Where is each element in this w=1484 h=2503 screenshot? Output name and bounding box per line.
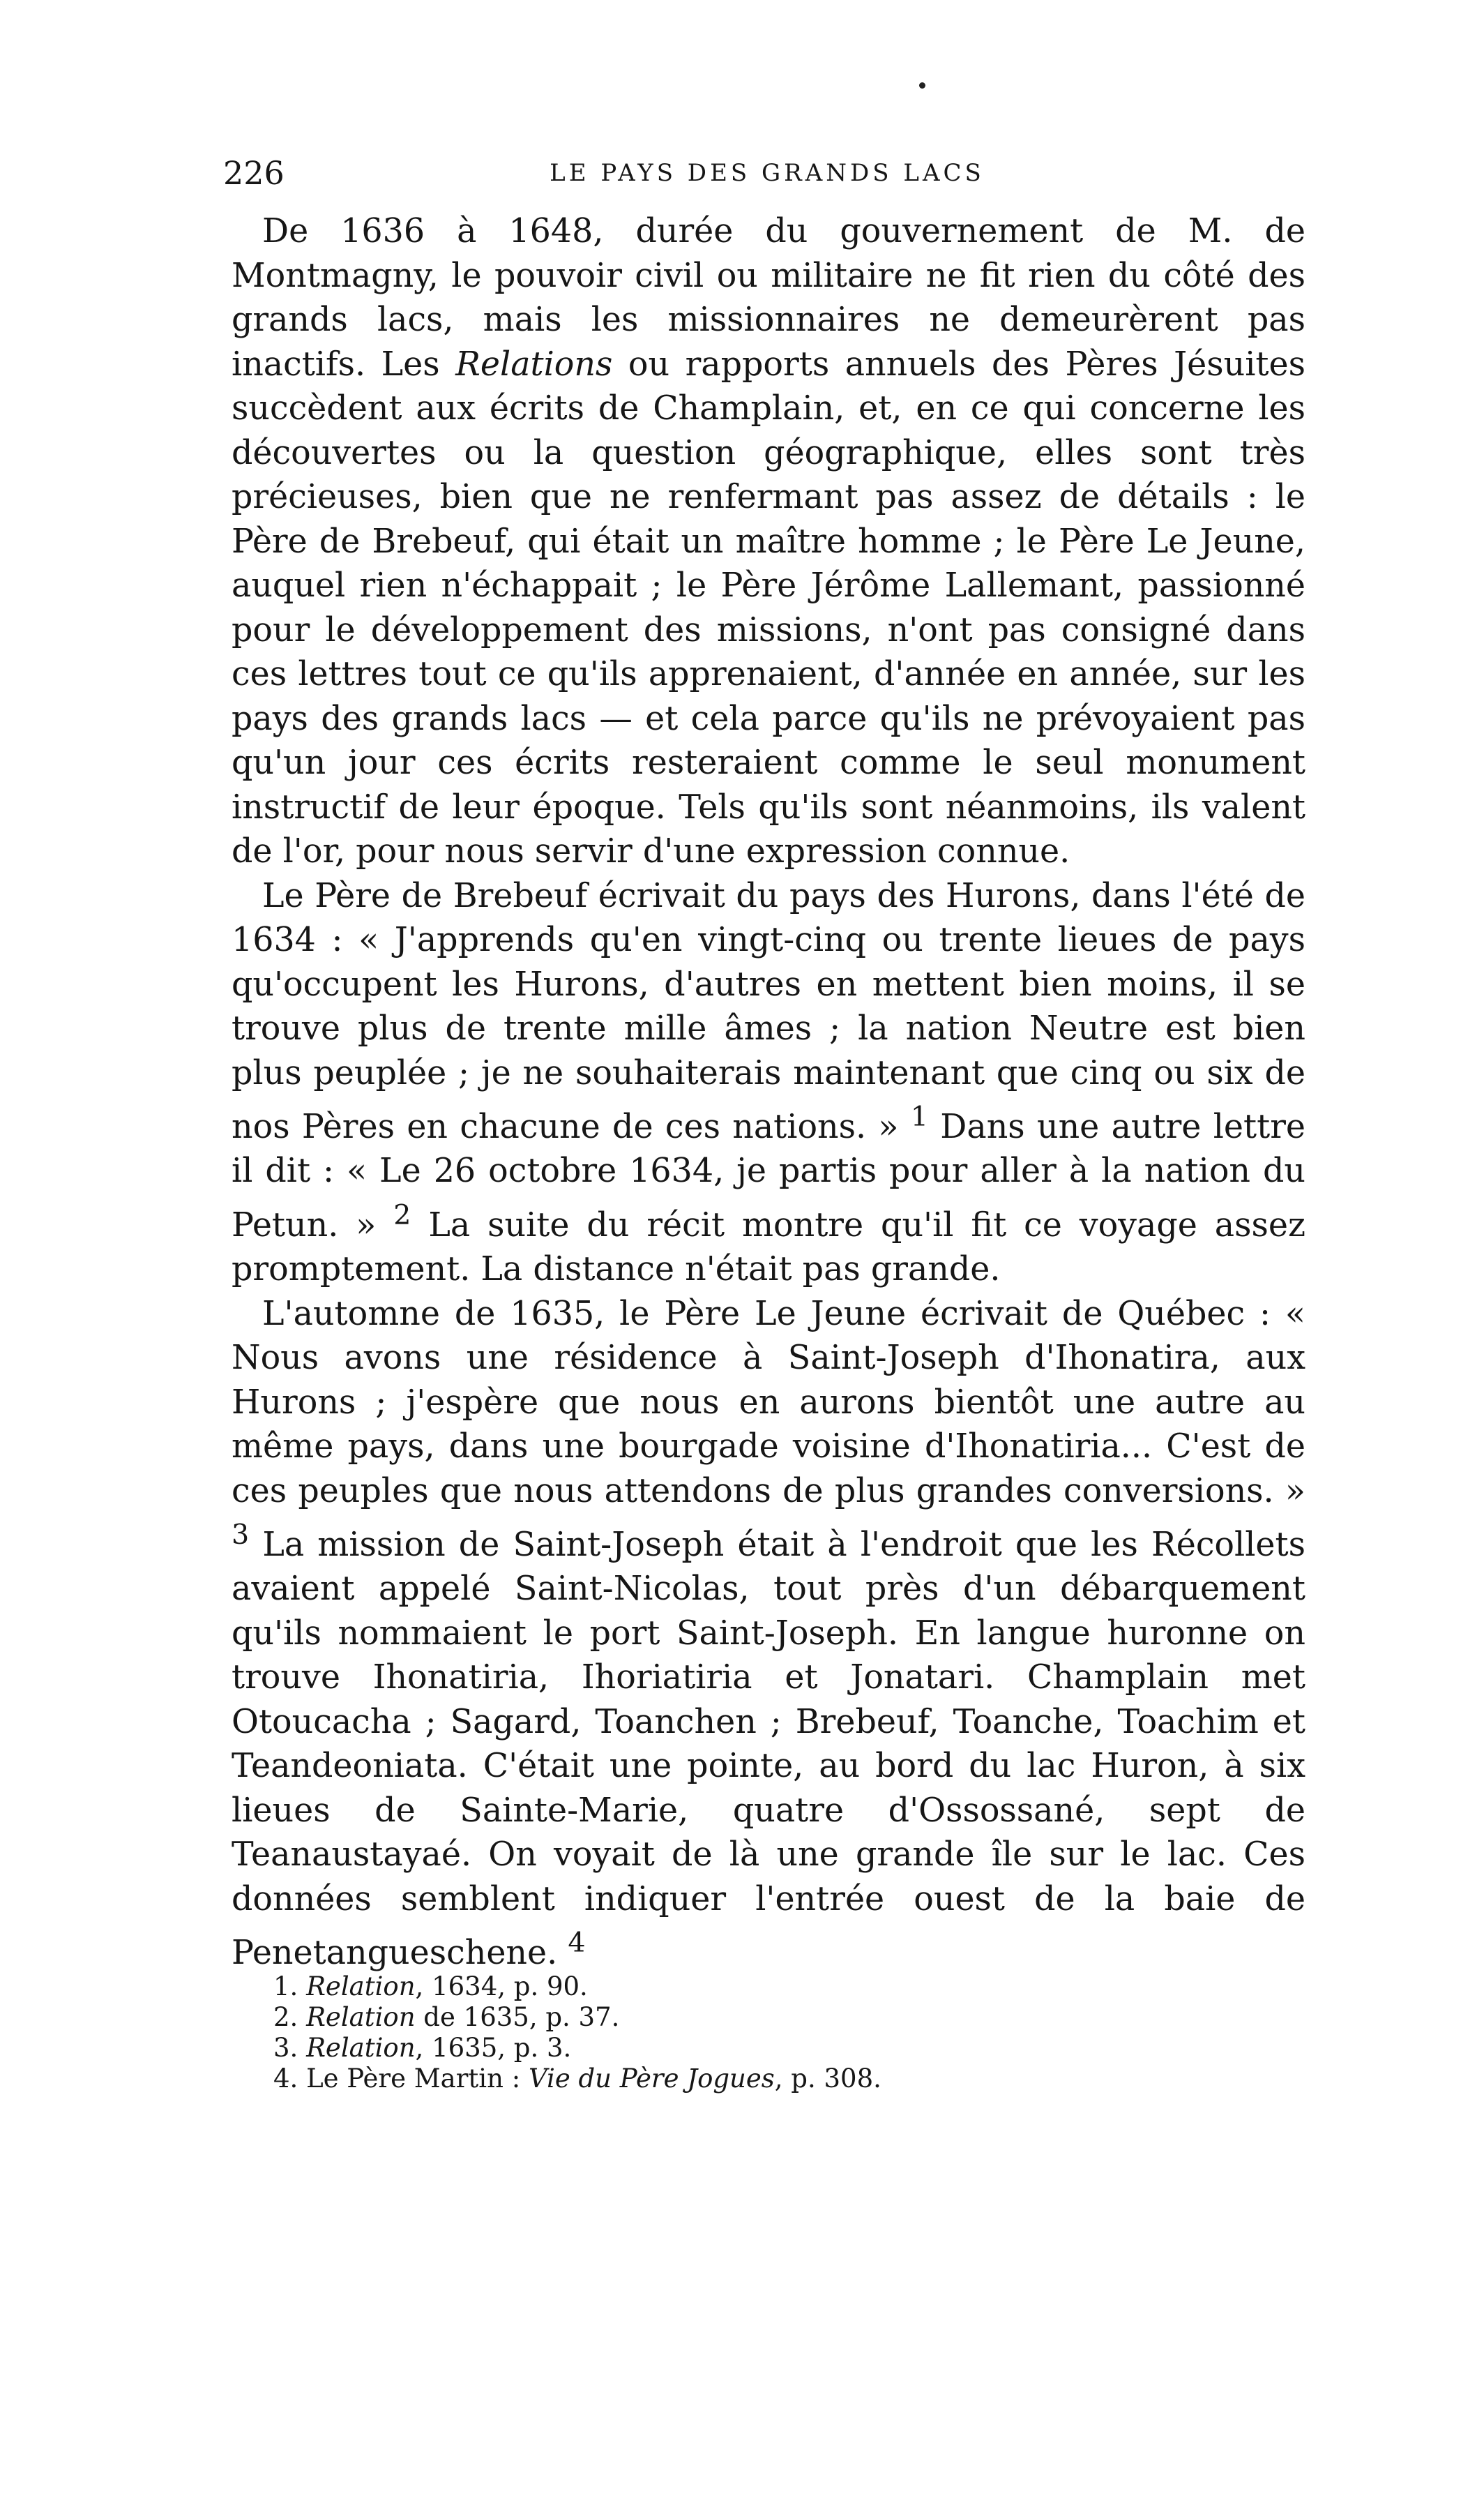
footnote-detail: de 1635, p. 37. (415, 2002, 620, 2032)
paragraph-2-text-a: Le Père de Brebeuf écrivait du pays des Hurons, dans l'été de 1634 : « J'apprends qu'en vingt-cinq ou trente lieues de pays qu'occupent les Hurons, d'autres en mettent bien moins, il se trouve plus de trente mille âmes ; la nation Neutre est bien plus peuplée ; je ne souhaiterais maintenant que cinq ou six de nos Pères en chacune de ces nations. » (232, 876, 1305, 1146)
footnote-number: 1. (273, 1971, 298, 2001)
footnote-ref-1: 1 (910, 1101, 928, 1133)
paragraph-2-text-b: Dans une autre lettre il dit : « Le 26 octobre 1634, je partis pour aller à la nation du Petun. » (232, 1107, 1306, 1245)
paragraph-3-text-b: La mission de Saint-Joseph était à l'endroit que les Récollets avaient appelé Saint-Nicolas, tout près d'un débarquement qu'ils nommaient le port Saint-Joseph. En langue huronne on trouve Ihonatiria, Ihoriatiria et Jonatari. Champlain met Otoucacha ; Sagard, Toanchen ; Brebeuf, Toanche, Toachim et Teandeoniata. C'était une pointe, au bord du lac Huron, à six lieues de Sainte-Marie, quatre d'Ossossané, sept de Teanaustayaé. On voyait de là une grande île sur le lac. Ces données semblent indiquer l'entrée ouest de la baie de Penetangueschene. (232, 1525, 1305, 1973)
footnote-2 (273, 2002, 1250, 2033)
paragraph-1 (232, 209, 1305, 874)
footnote-author: Le Père Martin : (306, 2064, 529, 2094)
running-head: LE PAYS DES GRANDS LACS (550, 159, 985, 187)
footnote-title: Relation (306, 1971, 416, 2001)
footnote-title: Relation (306, 2002, 416, 2032)
footnotes (273, 1971, 1250, 2094)
footnote-1 (273, 1971, 1250, 2002)
page-number: 226 (223, 154, 285, 192)
paragraph-3 (232, 1292, 1305, 1976)
footnote-ref-2: 2 (393, 1198, 411, 1231)
footnote-4 (273, 2064, 1250, 2094)
page-header (223, 152, 1311, 194)
footnote-ref-3: 3 (232, 1519, 250, 1551)
footnote-detail: , p. 308. (774, 2064, 881, 2094)
footnote-detail: , 1635, p. 3. (415, 2033, 572, 2063)
footnote-title: Relation (306, 2033, 416, 2063)
main-text (232, 209, 1305, 1976)
print-speck (919, 82, 925, 89)
footnote-number: 2. (273, 2002, 298, 2032)
footnote-number: 3. (273, 2033, 298, 2063)
paragraph-2 (232, 874, 1305, 1292)
footnote-title: Vie du Père Jogues (528, 2064, 775, 2094)
footnote-detail: , 1634, p. 90. (415, 1971, 588, 2001)
footnote-number: 4. (273, 2064, 298, 2094)
paragraph-2-text-c: La suite du récit montre qu'il fit ce voyage assez promptement. La distance n'était pas grande. (232, 1205, 1305, 1289)
relations-italic: Relations (455, 345, 613, 384)
footnote-3 (273, 2033, 1250, 2064)
paragraph-3-text-a: L'automne de 1635, le Père Le Jeune écrivait de Québec : « Nous avons une résidence à Saint-Joseph d'Ihonatira, aux Hurons ; j'espère que nous en aurons bientôt une autre au même pays, dans une bourgade voisine d'Ihonatiria... C'est de ces peuples que nous attendons de plus grandes conversions. » (232, 1294, 1305, 1510)
footnote-ref-4: 4 (568, 1927, 586, 1960)
paragraph-1-text-a: De 1636 à 1648, durée du gouvernement de M. de Montmagny, le pouvoir civil ou militaire ne fit rien du côté des grands lacs, mais les missionnaires ne demeurèrent pas inactifs. Les (232, 212, 1305, 384)
paragraph-1-text-c: ou rapports annuels des Pères Jésuites succèdent aux écrits de Champlain, et, en ce qui concerne les découvertes ou la question géographique, elles sont très précieuses, bien que ne renfermant pas assez de détails : le Père de Brebeuf, qui était un maître homme ; le Père Le Jeune, auquel rien n'échappait ; le Père Jérôme Lallemant, passionné pour le développement des missions, n'ont pas consigné dans ces lettres tout ce qu'ils apprenaient, d'année en année, sur les pays des grands lacs — et cela parce qu'ils ne prévoyaient pas qu'un jour ces écrits resteraient comme le seul monument instructif de leur époque. Tels qu'ils sont néanmoins, ils valent de l'or, pour nous servir d'une expression connue. (232, 345, 1305, 871)
